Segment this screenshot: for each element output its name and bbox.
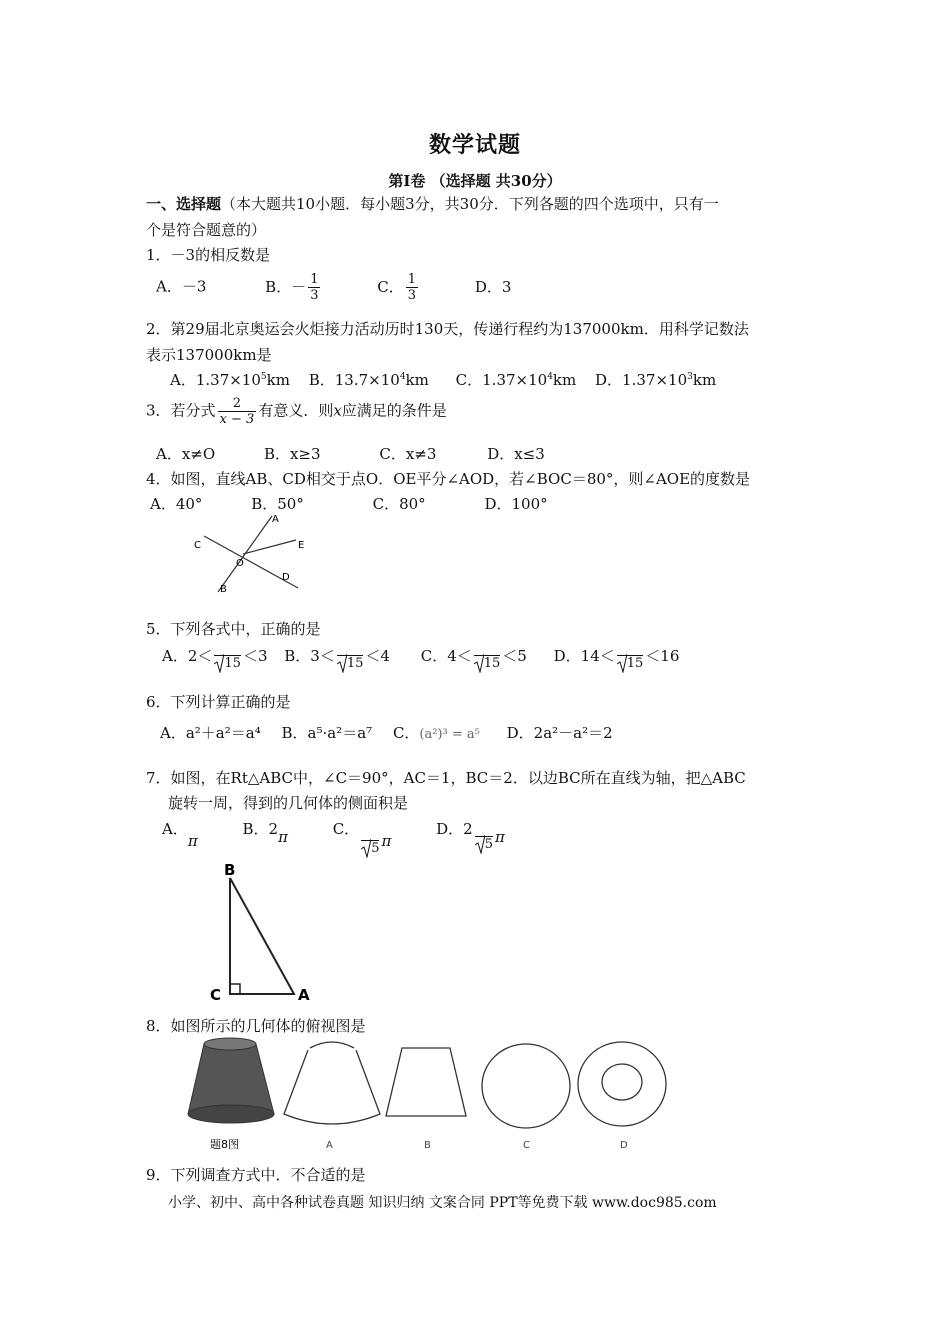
label-a: A xyxy=(272,514,279,525)
q6-option-b: B．a⁵·a²＝a⁷ xyxy=(281,724,373,742)
option-d-figure xyxy=(578,1042,666,1126)
label-d: D xyxy=(282,572,290,583)
frustum-solid xyxy=(188,1038,274,1123)
page-footer: 小学、初中、高中各种试卷真题 知识归纳 文案合同 PPT等免费下载 www.doc985.com xyxy=(168,1195,717,1211)
q5-stem: 5．下列各式中，正确的是 xyxy=(146,620,321,638)
option-c-figure xyxy=(482,1044,570,1128)
q2-option-b: B．$13.7\times 10^4km$ xyxy=(308,371,429,389)
q1-options xyxy=(156,272,511,303)
q7-option-a: A．π xyxy=(162,820,198,850)
q3-option-a: A．x≠O xyxy=(156,445,216,463)
q6-option-a: A．a²＋a²＝a⁴ xyxy=(160,724,261,742)
label-o: O xyxy=(236,558,244,569)
q2-option-d: D．$1.37\times 10^3km$ xyxy=(595,371,717,389)
label-b: B xyxy=(220,584,227,595)
q3-option-c: C．x≠3 xyxy=(379,445,437,463)
q7-stem-1: 7．如图，在Rt△ABC中，∠C＝90°，AC＝1，BC＝2．以边BC所在直线为轴，把△ABC xyxy=(146,769,746,787)
q9-stem: 9．下列调查方式中．不合适的是 xyxy=(146,1166,366,1184)
q1-option-b: B．－ $\frac{1}{3}$ xyxy=(265,272,319,303)
q6-option-d: D．2a²－a²＝2 xyxy=(506,724,613,742)
label-c: C xyxy=(210,986,222,1004)
q6-stem: 6．下列计算正确的是 xyxy=(146,693,291,711)
q4-stem: 4．如图，直线AB、CD相交于点O．OE平分∠AOD，若∠BOC＝80°，则∠AOE的度数是 xyxy=(146,470,751,488)
ray-oe xyxy=(243,540,296,554)
q5-option-a: A．2＜ 15 ＜3 xyxy=(162,647,268,671)
q7-stem-2: 旋转一周，得到的几何体的侧面积是 xyxy=(168,794,409,812)
label-e: E xyxy=(298,540,305,551)
q7-option-b: B．2π xyxy=(242,820,288,846)
option-a-figure xyxy=(284,1042,380,1124)
q4-option-b: B．50° xyxy=(251,495,304,513)
q5-option-d: D．14＜ 15 ＜16 xyxy=(553,647,680,671)
q7-option-d: D．2 5 π xyxy=(436,820,505,852)
label-a: A xyxy=(298,986,310,1004)
page-title: 数学试题 xyxy=(428,132,521,158)
section-instructions xyxy=(146,193,719,214)
fig-label-c: C xyxy=(523,1140,530,1151)
fig-label-main: 题8图 xyxy=(210,1138,239,1151)
q1-option-d: D．3 xyxy=(474,277,512,296)
part-heading: 第Ⅰ卷 （选择题 共30分） xyxy=(388,172,562,190)
fig-label-d: D xyxy=(620,1140,628,1151)
q2-stem-1: 2．第29届北京奥运会火炬接力活动历时130天，传递行程约为137000km．用科学记数法 xyxy=(146,320,749,338)
q3-option-d: D．x≤3 xyxy=(487,445,545,463)
q2-option-a: A．$1.37\times 10^5km$ xyxy=(170,371,290,389)
q4-option-a: A．40° xyxy=(150,495,203,513)
q2-option-c: C．$1.37\times 10^4km$ xyxy=(455,371,577,389)
q3-stem: 3．若分式 $\frac{2}{x - 3}$ 有意义．则x应满足的条件是 xyxy=(146,396,447,427)
q8-stem: 8．如图所示的几何体的俯视图是 xyxy=(146,1017,366,1035)
q4-figure xyxy=(186,508,326,600)
q1-option-a: A．－3 xyxy=(156,277,207,296)
q4-option-d: D．100° xyxy=(484,495,548,513)
q6-options xyxy=(160,722,613,743)
option-b-figure xyxy=(386,1048,466,1116)
q7-figure xyxy=(204,856,324,1004)
q3-option-b: B．x≥3 xyxy=(263,445,321,463)
q2-stem-2: 表示137000km是 xyxy=(146,346,272,364)
right-angle-mark xyxy=(230,984,240,994)
q5-option-c: C．4＜ 15 ＜5 xyxy=(420,647,527,671)
q5-option-b: B．3＜ 15 ＜4 xyxy=(284,647,390,671)
q7-options xyxy=(162,818,505,856)
q5-options xyxy=(162,645,679,671)
q4-option-c: C．80° xyxy=(372,495,426,513)
q3-fraction: $\frac{2}{x - 3}$ xyxy=(219,396,255,427)
label-b: B xyxy=(224,861,236,879)
q3-options xyxy=(156,443,545,464)
label-c: C xyxy=(194,540,201,551)
q6-option-c: C．(a²)³ = a⁵ xyxy=(392,724,480,742)
q1-stem: 1．－3的相反数是 xyxy=(146,246,271,264)
section-heading: 一、选择题 xyxy=(146,195,222,213)
section-instr-2: 个是符合题意的） xyxy=(146,221,267,239)
fig-label-b: B xyxy=(424,1140,431,1151)
q8-figures xyxy=(180,1034,680,1154)
q2-options xyxy=(170,369,716,390)
section-instr-1: （本大题共10小题．每小题3分，共30分．下列各题的四个选项中，只有一 xyxy=(221,195,719,213)
q1-option-c: C． $\frac{1}{3}$ xyxy=(377,272,417,303)
fig-label-a: A xyxy=(326,1140,333,1151)
q7-option-c: C． 5 π xyxy=(332,820,392,856)
triangle-abc xyxy=(230,878,294,994)
